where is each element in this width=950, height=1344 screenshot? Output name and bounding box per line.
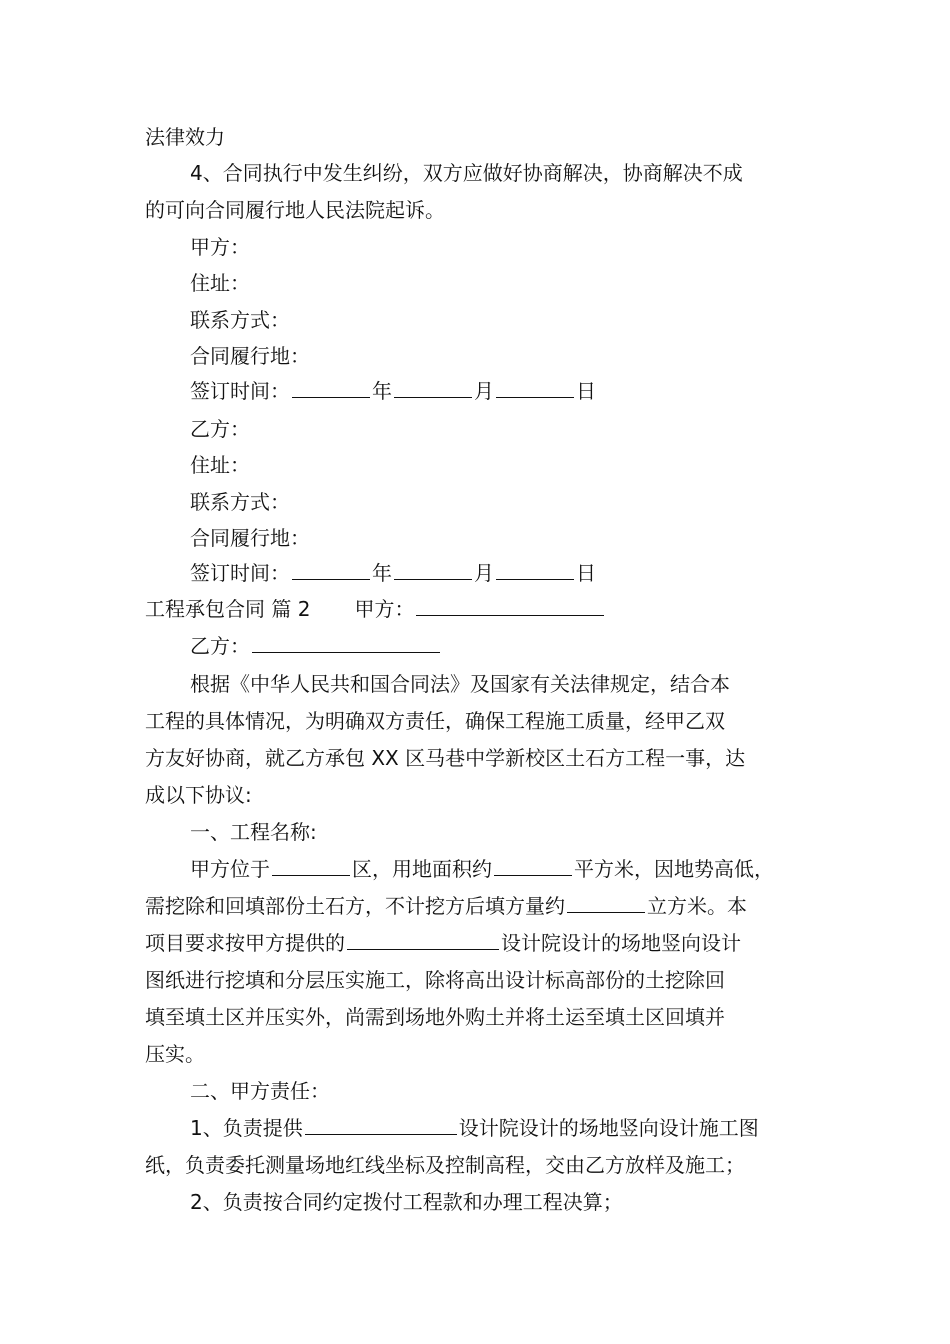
contract-2-title-line [145, 596, 815, 622]
clause-4-line-1: 4、合同执行中发生纠纷，双方应做好协商解决，协商解决不成 [190, 161, 743, 185]
clause-4-line-2: 的可向合同履行地人民法院起诉。 [145, 198, 445, 222]
text-segment: 设计院设计的场地竖向设计 [501, 931, 741, 955]
text-segment: 项目要求按甲方提供的 [145, 931, 345, 955]
text-segment: 1、负责提供 [190, 1116, 303, 1140]
party-a-sign-date [190, 378, 815, 404]
sign-date-label: 签订时间： [190, 379, 290, 403]
party-a-blank [416, 614, 604, 616]
text-segment: 立方米。本 [647, 894, 747, 918]
party-b-contact: 联系方式： [190, 490, 290, 514]
contract-2-party-b-line [190, 633, 815, 659]
month-blank [394, 578, 472, 580]
party-a-place: 合同履行地： [190, 344, 310, 368]
year-label: 年 [372, 561, 392, 585]
preamble-line-4: 成以下协议: [145, 783, 252, 807]
volume-blank [567, 911, 645, 913]
project-line-6: 压实。 [145, 1042, 205, 1066]
project-line-1 [190, 856, 815, 882]
party-b-place: 合同履行地： [190, 526, 310, 550]
party-a-address: 住址： [190, 271, 250, 295]
party-a-label: 甲方： [190, 235, 250, 259]
text-segment: 平方米，因地势高低， [574, 857, 774, 881]
text-segment: 区，用地面积约 [352, 857, 492, 881]
project-line-5: 填至填土区并压实外，尚需到场地外购土并将土运至填土区回填并 [145, 1005, 725, 1029]
duty-1-line-2: 纸，负责委托测量场地红线坐标及控制高程，交由乙方放样及施工； [145, 1153, 745, 1177]
section-2-heading: 二、甲方责任： [190, 1079, 330, 1103]
design-institute-blank [305, 1133, 457, 1135]
text-segment: 需挖除和回填部份土石方，不计挖方后填方量约 [145, 894, 565, 918]
year-blank [292, 396, 370, 398]
section-1-heading: 一、工程名称: [190, 820, 317, 844]
year-label: 年 [372, 379, 392, 403]
project-line-3 [145, 930, 815, 956]
duty-2-line: 2、负责按合同约定拨付工程款和办理工程决算； [190, 1190, 623, 1214]
project-line-4: 图纸进行挖填和分层压实施工，除将高出设计标高部份的土挖除回 [145, 968, 725, 992]
text-line: 法律效力 [145, 125, 225, 149]
party-b-blank [252, 651, 440, 653]
duty-1-line-1 [190, 1115, 815, 1141]
design-institute-blank [347, 948, 499, 950]
month-label: 月 [474, 561, 494, 585]
year-blank [292, 578, 370, 580]
sign-date-label: 签订时间： [190, 561, 290, 585]
party-b-sign-date [190, 560, 815, 586]
contract-2-party-b: 乙方： [190, 634, 250, 658]
area-blank [494, 874, 572, 876]
party-b-label: 乙方： [190, 417, 250, 441]
day-label: 日 [576, 379, 596, 403]
day-blank [496, 578, 574, 580]
contract-2-party-a: 甲方： [354, 597, 415, 621]
month-label: 月 [474, 379, 494, 403]
text-segment: 设计院设计的场地竖向设计施工图 [458, 1116, 759, 1140]
preamble-line-2: 工程的具体情况，为明确双方责任，确保工程施工质量，经甲乙双 [145, 709, 725, 733]
preamble-line-3: 方友好协商，就乙方承包 XX 区马巷中学新校区土石方工程一事，达 [145, 746, 746, 770]
month-blank [394, 396, 472, 398]
district-blank [272, 874, 350, 876]
day-label: 日 [576, 561, 596, 585]
day-blank [496, 396, 574, 398]
party-a-contact: 联系方式： [190, 308, 290, 332]
party-b-address: 住址： [190, 453, 250, 477]
preamble-line-1: 根据《中华人民共和国合同法》及国家有关法律规定，结合本 [190, 672, 730, 696]
text-segment: 甲方位于 [190, 857, 270, 881]
contract-2-title: 工程承包合同 篇 2 [145, 597, 311, 621]
project-line-2 [145, 893, 815, 919]
